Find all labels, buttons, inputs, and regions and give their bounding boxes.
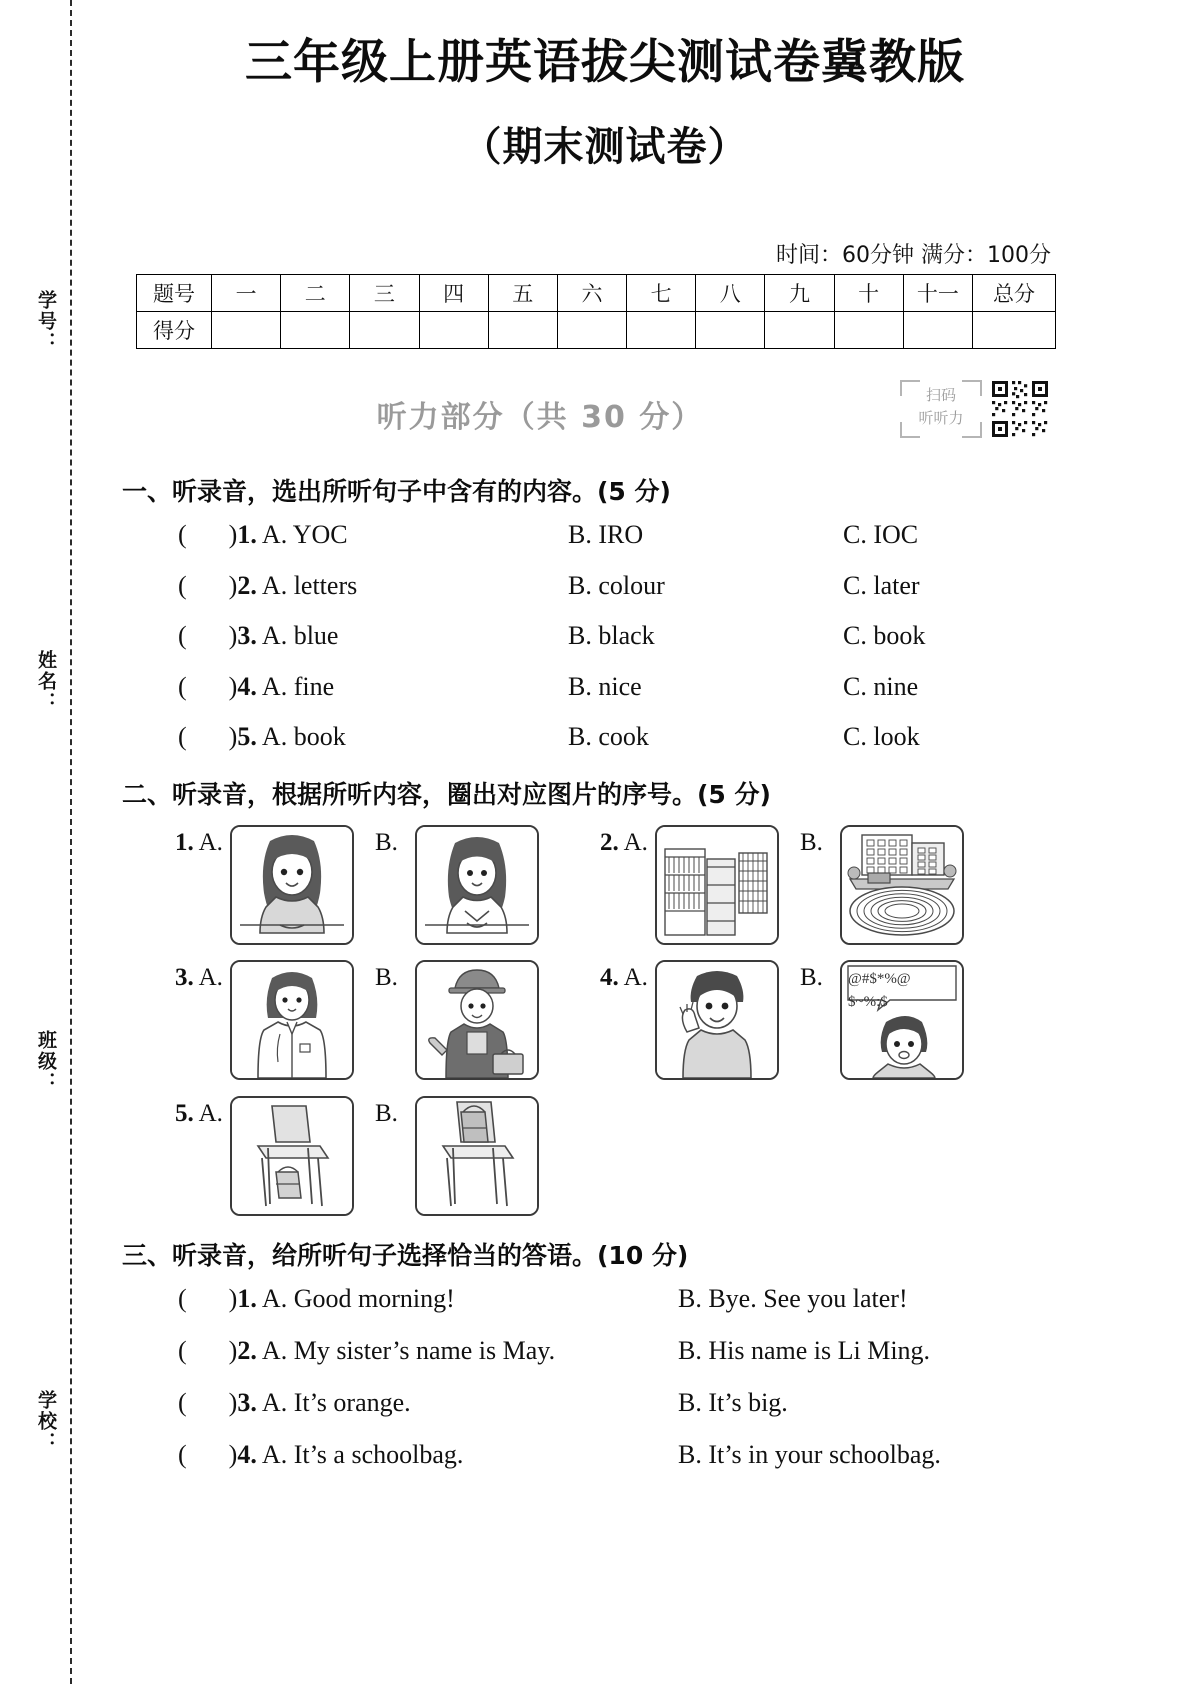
picture-option-a[interactable]	[655, 960, 779, 1080]
score-cell-5[interactable]	[488, 312, 557, 349]
question-number: 5.	[175, 1100, 194, 1127]
section-3-question-row	[178, 1284, 908, 1314]
question-number: 3.	[237, 1388, 257, 1417]
score-cell-9[interactable]	[765, 312, 834, 349]
score-cell-8[interactable]	[696, 312, 765, 349]
score-cell-10[interactable]	[834, 312, 903, 349]
option-a[interactable]: A. It’s a schoolbag.	[261, 1440, 464, 1469]
question-number: 2.	[600, 829, 619, 856]
score-table-col-5: 五	[488, 275, 557, 312]
option-a[interactable]: A. letters	[261, 570, 358, 600]
score-cell-11[interactable]	[903, 312, 972, 349]
score-table	[136, 274, 1056, 349]
picture-question-label	[600, 829, 648, 857]
section-2-heading: 二、听录音，根据所听内容，圈出对应图片的序号。(5 分)	[122, 780, 771, 809]
cut-dashed-line	[70, 0, 72, 1684]
option-a-label[interactable]: A.	[623, 829, 648, 856]
qr-badge-line1: 扫码	[925, 386, 956, 404]
answer-blank-parentheses[interactable]: ( )	[178, 1440, 238, 1469]
picture-option-a[interactable]	[230, 825, 354, 945]
picture-option-a[interactable]	[230, 960, 354, 1080]
question-number: 1.	[237, 520, 257, 549]
option-a[interactable]: A. YOC	[261, 520, 348, 549]
option-c[interactable]: C. book	[843, 621, 926, 650]
answer-blank-parentheses[interactable]: ( )	[178, 1336, 238, 1365]
option-b-label[interactable]: B.	[375, 964, 398, 991]
option-b[interactable]: B. Bye. See you later!	[678, 1284, 908, 1313]
picture-option-b[interactable]	[415, 960, 539, 1080]
option-a[interactable]: A. Good morning!	[261, 1284, 455, 1313]
score-table-col-11: 十一	[903, 275, 972, 312]
option-a[interactable]: A. blue	[261, 621, 339, 650]
answer-blank-parentheses[interactable]: ( )	[178, 520, 238, 549]
question-number: 4.	[237, 671, 257, 701]
option-a[interactable]: A. My sister’s name is May.	[261, 1336, 556, 1365]
score-table-label-score: 得分	[137, 312, 212, 349]
question-number: 2.	[237, 1336, 257, 1365]
score-table-col-12: 总分	[973, 275, 1056, 312]
score-cell-1[interactable]	[212, 312, 281, 349]
option-c[interactable]: C. look	[843, 722, 920, 751]
left-margin-strip	[0, 0, 110, 1684]
option-a-label[interactable]: A.	[198, 1100, 223, 1127]
option-b[interactable]: B. cook	[568, 722, 649, 751]
section-1-question-row	[178, 570, 920, 601]
question-number: 1.	[175, 829, 194, 856]
section-1-question-row	[178, 671, 919, 702]
question-number: 4.	[600, 964, 619, 991]
option-b[interactable]: B. IRO	[568, 520, 644, 549]
section-1-question-row	[178, 520, 919, 550]
score-table-label-question-no: 题号	[137, 275, 212, 312]
option-b[interactable]: B. nice	[568, 671, 642, 701]
score-table-col-8: 八	[696, 275, 765, 312]
answer-blank-parentheses[interactable]: ( )	[178, 722, 238, 751]
option-c[interactable]: C. nine	[843, 671, 919, 701]
section-1-question-row	[178, 621, 926, 651]
answer-blank-parentheses[interactable]: ( )	[178, 1284, 238, 1313]
option-b-label[interactable]: B.	[800, 964, 823, 991]
score-table-col-2: 二	[281, 275, 350, 312]
option-c[interactable]: C. IOC	[843, 520, 919, 549]
score-table-col-10: 十	[834, 275, 903, 312]
question-number: 5.	[237, 722, 257, 751]
section-3-question-row	[178, 1440, 941, 1470]
score-cell-6[interactable]	[557, 312, 626, 349]
option-a-label[interactable]: A.	[198, 829, 223, 856]
picture-question-label	[175, 964, 223, 992]
score-table-col-6: 六	[557, 275, 626, 312]
picture-option-b[interactable]	[840, 825, 964, 945]
score-cell-4[interactable]	[419, 312, 488, 349]
picture-option-b[interactable]	[840, 960, 964, 1080]
qr-corner-bottom-right	[962, 422, 982, 438]
margin-label-class: 班级：	[35, 1030, 57, 1093]
option-a-label[interactable]: A.	[623, 964, 648, 991]
score-table-col-4: 四	[419, 275, 488, 312]
margin-label-name: 姓名：	[35, 650, 57, 713]
picture-option-b[interactable]	[415, 1096, 539, 1216]
score-cell-2[interactable]	[281, 312, 350, 349]
margin-label-student-id: 学号：	[35, 290, 57, 353]
option-b-label[interactable]: B.	[375, 829, 398, 856]
score-cell-3[interactable]	[350, 312, 419, 349]
answer-blank-parentheses[interactable]: ( )	[178, 1388, 238, 1417]
qr-badge-line2: 听听力	[918, 408, 964, 427]
score-table-col-9: 九	[765, 275, 834, 312]
score-table-row-score	[137, 312, 1056, 349]
listening-section-banner: 听力部分（共 30 分）	[376, 400, 704, 435]
option-a[interactable]: A. fine	[261, 671, 335, 701]
section-3-question-row	[178, 1336, 931, 1366]
option-c[interactable]: C. later	[843, 570, 920, 600]
question-number: 1.	[237, 1284, 257, 1313]
score-cell-7[interactable]	[627, 312, 696, 349]
qr-badge-text	[898, 380, 984, 440]
picture-option-b[interactable]	[415, 825, 539, 945]
section-3-heading: 三、听录音，给所听句子选择恰当的答语。(10 分)	[122, 1241, 689, 1270]
score-cell-12[interactable]	[973, 312, 1056, 349]
page-title: 三年级上册英语拔尖测试卷冀教版	[245, 35, 965, 90]
score-table-col-7: 七	[627, 275, 696, 312]
answer-blank-parentheses[interactable]: ( )	[178, 621, 238, 650]
option-b-label[interactable]: B.	[375, 1100, 398, 1127]
picture-question-label	[600, 964, 648, 992]
question-number: 4.	[237, 1440, 257, 1469]
picture-question-label	[175, 1100, 223, 1128]
qr-scan-badge[interactable]	[898, 378, 1050, 444]
qr-code-icon	[990, 378, 1050, 440]
question-number: 3.	[237, 621, 257, 650]
picture-question-label	[175, 829, 223, 857]
option-b[interactable]: B. It’s in your schoolbag.	[678, 1440, 941, 1469]
page-subtitle: （期末测试卷）	[461, 123, 749, 170]
section-3-question-row	[178, 1388, 788, 1418]
option-b[interactable]: B. colour	[568, 570, 665, 600]
option-b-label[interactable]: B.	[800, 829, 823, 856]
margin-label-school: 学校：	[35, 1390, 57, 1453]
qr-corner-bottom-left	[900, 422, 920, 438]
question-number: 2.	[237, 570, 257, 600]
picture-option-a[interactable]	[655, 825, 779, 945]
option-a[interactable]: A. It’s orange.	[261, 1388, 411, 1417]
section-1-heading: 一、听录音，选出所听句子中含有的内容。(5 分)	[122, 477, 671, 506]
option-b[interactable]: B. His name is Li Ming.	[678, 1336, 931, 1365]
bubble-line-2: $~%:$	[848, 993, 888, 1010]
option-a-label[interactable]: A.	[198, 964, 223, 991]
answer-blank-parentheses[interactable]: ( )	[178, 570, 238, 600]
score-table-col-3: 三	[350, 275, 419, 312]
exam-meta-info: 时间：60分钟 满分：100分	[776, 243, 1051, 268]
section-1-question-row	[178, 722, 920, 752]
option-a[interactable]: A. book	[261, 722, 346, 751]
score-table-row-header	[137, 275, 1056, 312]
page-title-block	[110, 34, 1100, 172]
option-b[interactable]: B. black	[568, 621, 655, 650]
option-b[interactable]: B. It’s big.	[678, 1388, 788, 1417]
speech-bubble-text	[848, 968, 911, 1013]
question-number: 3.	[175, 964, 194, 991]
answer-blank-parentheses[interactable]: ( )	[178, 671, 238, 701]
picture-option-a[interactable]	[230, 1096, 354, 1216]
score-table-col-1: 一	[212, 275, 281, 312]
bubble-line-1: @#$*%@	[848, 971, 911, 987]
